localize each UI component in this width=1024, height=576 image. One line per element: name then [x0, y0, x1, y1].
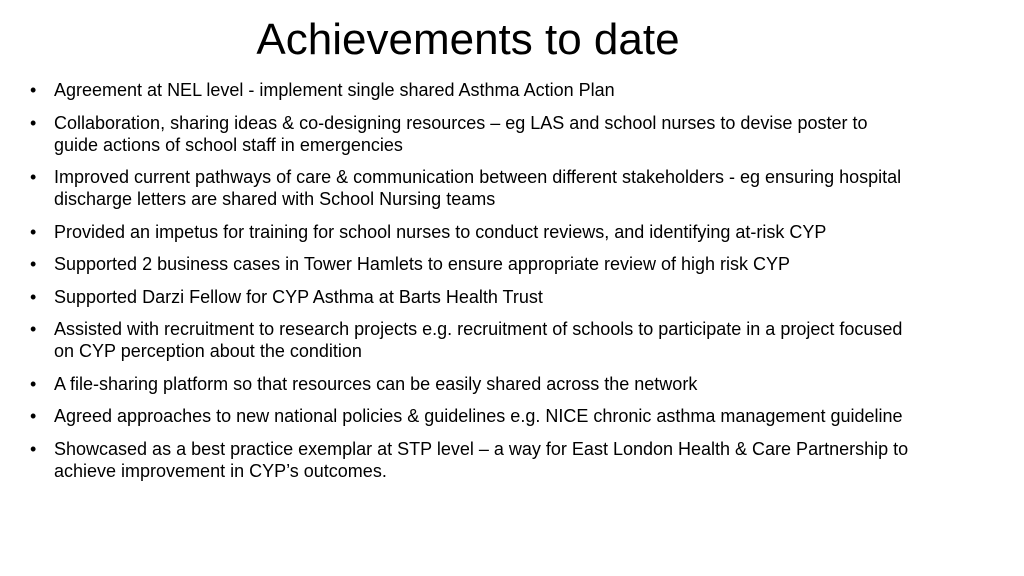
bullet-item: [30, 373, 910, 395]
bullet-text: Collaboration, sharing ideas & co-designing resources – eg LAS and school nurses to devise poster to guide actions of school staff in emergencies: [54, 112, 868, 155]
bullet-text: Agreed approaches to new national policies & guidelines e.g. NICE chronic asthma management guideline: [54, 406, 903, 426]
bullet-dot-icon: •: [30, 254, 37, 274]
bullet-text: Showcased as a best practice exemplar at STP level – a way for East London Health & Care Partnership to achieve improvement in CYP’s outcomes.: [54, 438, 909, 481]
bullet-dot-icon: •: [30, 167, 37, 187]
bullet-dot-icon: •: [30, 319, 37, 339]
bullet-text: Improved current pathways of care & communication between different stakeholders - eg ensuring hospital discharge letters are shared with School Nursing teams: [54, 167, 902, 209]
slide-title: Achievements to date: [256, 15, 680, 64]
bullet-item: [30, 79, 910, 101]
bullet-item: [30, 438, 910, 482]
bullet-list: [30, 79, 910, 492]
bullet-dot-icon: •: [30, 373, 37, 394]
bullet-text: Supported 2 business cases in Tower Hamlets to ensure appropriate review of high risk CYP: [54, 254, 791, 274]
bullet-text: Assisted with recruitment to research projects e.g. recruitment of schools to participate in a project focused on CYP perception about the condition: [54, 319, 903, 361]
bullet-text: Supported Darzi Fellow for CYP Asthma at Barts Health Trust: [54, 286, 543, 307]
bullet-text: A file-sharing platform so that resources can be easily shared across the network: [54, 373, 698, 394]
bullet-item: [30, 405, 910, 427]
bullet-item: [30, 166, 910, 210]
bullet-item: [30, 286, 910, 308]
bullet-dot-icon: •: [30, 406, 37, 426]
bullet-dot-icon: •: [30, 80, 37, 100]
bullet-text: Agreement at NEL level - implement single shared Asthma Action Plan: [54, 80, 615, 100]
bullet-dot-icon: •: [30, 221, 37, 242]
bullet-dot-icon: •: [30, 112, 37, 133]
bullet-item: [30, 253, 910, 275]
bullet-dot-icon: •: [30, 438, 37, 459]
bullet-text: Provided an impetus for training for school nurses to conduct reviews, and identifying at-risk CYP: [54, 221, 827, 242]
bullet-dot-icon: •: [30, 286, 37, 307]
bullet-item: [30, 112, 910, 156]
bullet-item: [30, 318, 910, 362]
bullet-item: [30, 221, 910, 243]
